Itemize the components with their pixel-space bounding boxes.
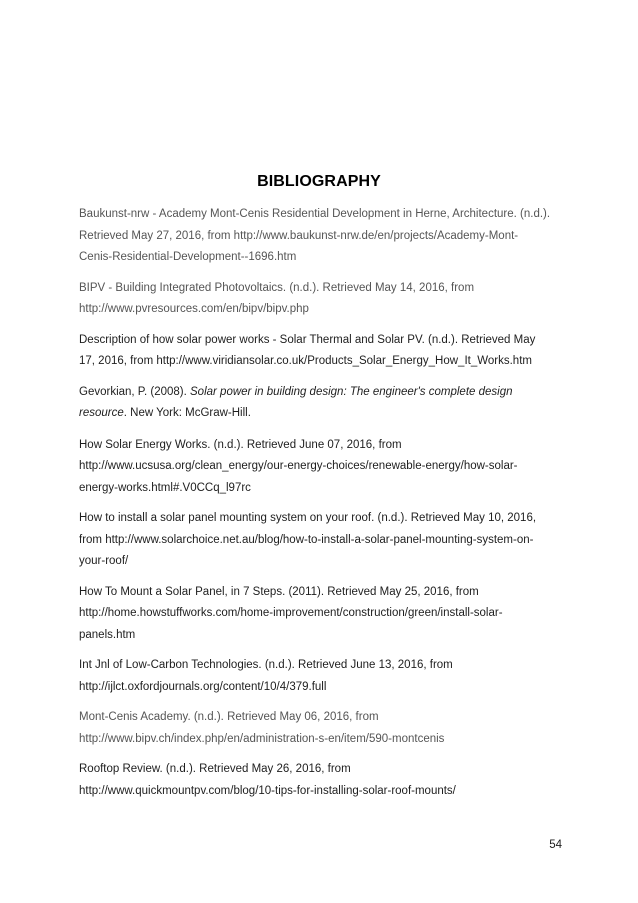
- reference-entry: How Solar Energy Works. (n.d.). Retrieved June 07, 2016, from http://www.ucsusa.org/clean_energy/our-energy-choices/renewable-energy/how-solar- energy-works.html#.V0CCq_l97rc: [79, 438, 518, 494]
- reference-entry: Int Jnl of Low-Carbon Technologies. (n.d.). Retrieved June 13, 2016, from http://ijlct.oxfordjournals.org/content/10/4/379.full: [79, 659, 453, 693]
- reference-entry: Rooftop Review. (n.d.). Retrieved May 26, 2016, from http://www.quickmountpv.com/blog/10-tips-for-installing-solar-roof-mounts/: [79, 763, 456, 797]
- reference-entry: How to install a solar panel mounting system on your roof. (n.d.). Retrieved May 10, 2016, from http://www.solarchoice.net.au/blog/how-to-install-a-solar-panel-mounting-system-on- your-roof/: [79, 512, 537, 567]
- reference-entry: [79, 382, 584, 425]
- page-title: BIBLIOGRAPHY: [257, 173, 381, 190]
- reference-entry: How To Mount a Solar Panel, in 7 Steps. (2011). Retrieved May 25, 2016, from http://home.howstuffworks.com/home-improvement/construction/green/install-solar- panels.htm: [79, 585, 503, 641]
- reference-author: Gevorkian, P. (2008).: [79, 385, 191, 398]
- reference-book-title: Solar power in building design: The engineer's complete design resource: [79, 385, 513, 419]
- reference-list: [79, 198, 584, 802]
- reference-entry: BIPV - Building Integrated Photovoltaics. (n.d.). Retrieved May 14, 2016, from http://www.pvresources.com/en/bipv/bipv.php: [79, 281, 475, 315]
- reference-entry: Baukunst-nrw - Academy Mont-Cenis Residential Development in Herne, Architecture. (n.d.). Retrieved May 27, 2016, from http://www.baukunst-nrw.de/en/projects/Academy-Mont- Cenis-Residential-Development--1696.htm: [79, 208, 551, 263]
- reference-entry: Mont-Cenis Academy. (n.d.). Retrieved May 06, 2016, from http://www.bipv.ch/index.php/en/administration-s-en/item/590-montcenis: [79, 711, 445, 745]
- reference-entry: Description of how solar power works - Solar Thermal and Solar PV. (n.d.). Retrieved May 17, 2016, from http://www.viridiansolar.co.uk/Products_Solar_Energy_How_It_Works.htm: [79, 333, 536, 367]
- page-number: 54: [549, 839, 562, 851]
- reference-publisher: . New York: McGraw-Hill.: [123, 407, 251, 419]
